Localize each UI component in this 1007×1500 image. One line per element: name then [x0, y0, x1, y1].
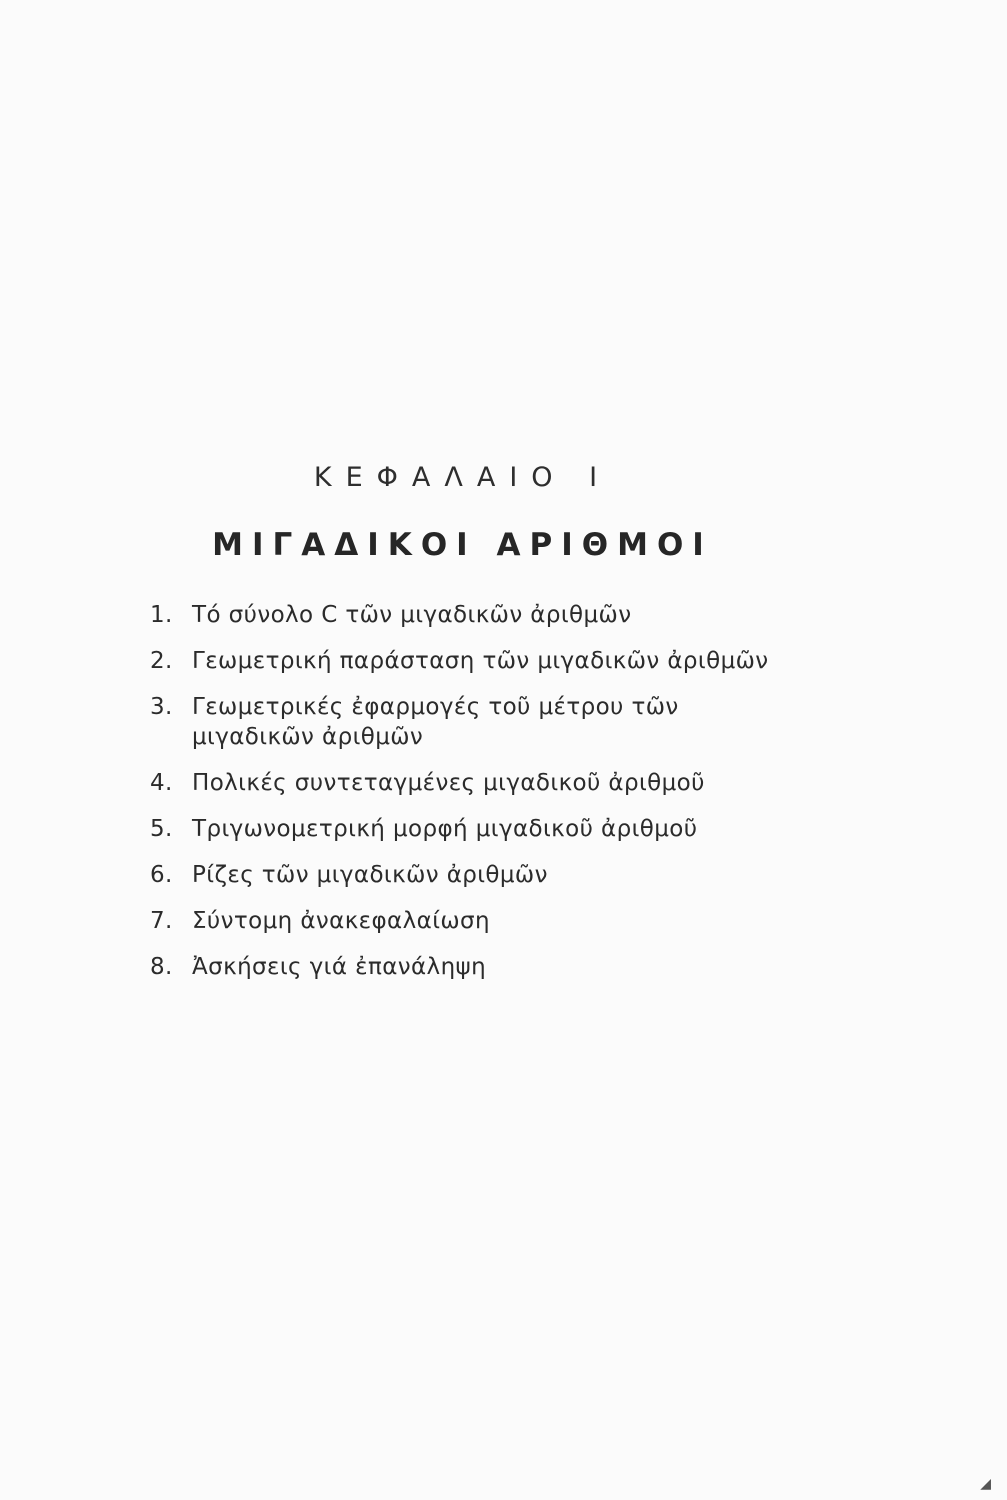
- chapter-title: ΜΙΓΑΔΙΚΟΙ ΑΡΙΘΜΟΙ: [212, 527, 713, 563]
- chapter-label: ΚΕΦΑΛΑΙΟ Ι: [313, 462, 612, 493]
- toc-number: 5.: [150, 816, 173, 842]
- toc-item-2: [150, 646, 830, 676]
- toc-number: 8.: [150, 954, 173, 980]
- toc-item-8: [150, 952, 830, 982]
- toc-text-continuation: μιγαδικῶν ἀριθμῶν: [192, 724, 424, 750]
- toc-text: Γεωμετρική παράσταση τῶν μιγαδικῶν ἀριθμῶν: [192, 648, 769, 674]
- toc-number: 1.: [150, 602, 173, 628]
- toc-text: Τριγωνομετρική μορφή μιγαδικοῦ ἀριθμοῦ: [192, 816, 698, 842]
- scan-mark-icon: ◢: [980, 1476, 991, 1492]
- toc-item-7: [150, 906, 830, 936]
- toc-text: Σύντομη ἀνακεφαλαίωση: [192, 908, 490, 934]
- toc-text: Τό σύνολο C τῶν μιγαδικῶν ἀριθμῶν: [192, 602, 632, 628]
- toc-text: Πολικές συντεταγμένες μιγαδικοῦ ἀριθμοῦ: [192, 770, 705, 796]
- toc-item-4: [150, 768, 830, 798]
- toc-number: 3.: [150, 694, 173, 720]
- toc-text: Ἀσκήσεις γιά ἐπανάληψη: [192, 954, 487, 980]
- toc-number: 2.: [150, 648, 173, 674]
- table-of-contents: [150, 600, 830, 998]
- toc-item-3: [150, 692, 830, 752]
- toc-number: 6.: [150, 862, 173, 888]
- toc-text: Ρίζες τῶν μιγαδικῶν ἀριθμῶν: [192, 862, 548, 888]
- toc-item-6: [150, 860, 830, 890]
- toc-item-5: [150, 814, 830, 844]
- toc-number: 7.: [150, 908, 173, 934]
- toc-text-wrapper: [192, 692, 830, 752]
- toc-number: 4.: [150, 770, 173, 796]
- toc-text: Γεωμετρικές ἐφαρμογές τοῦ μέτρου τῶν: [192, 694, 679, 720]
- toc-item-1: [150, 600, 830, 630]
